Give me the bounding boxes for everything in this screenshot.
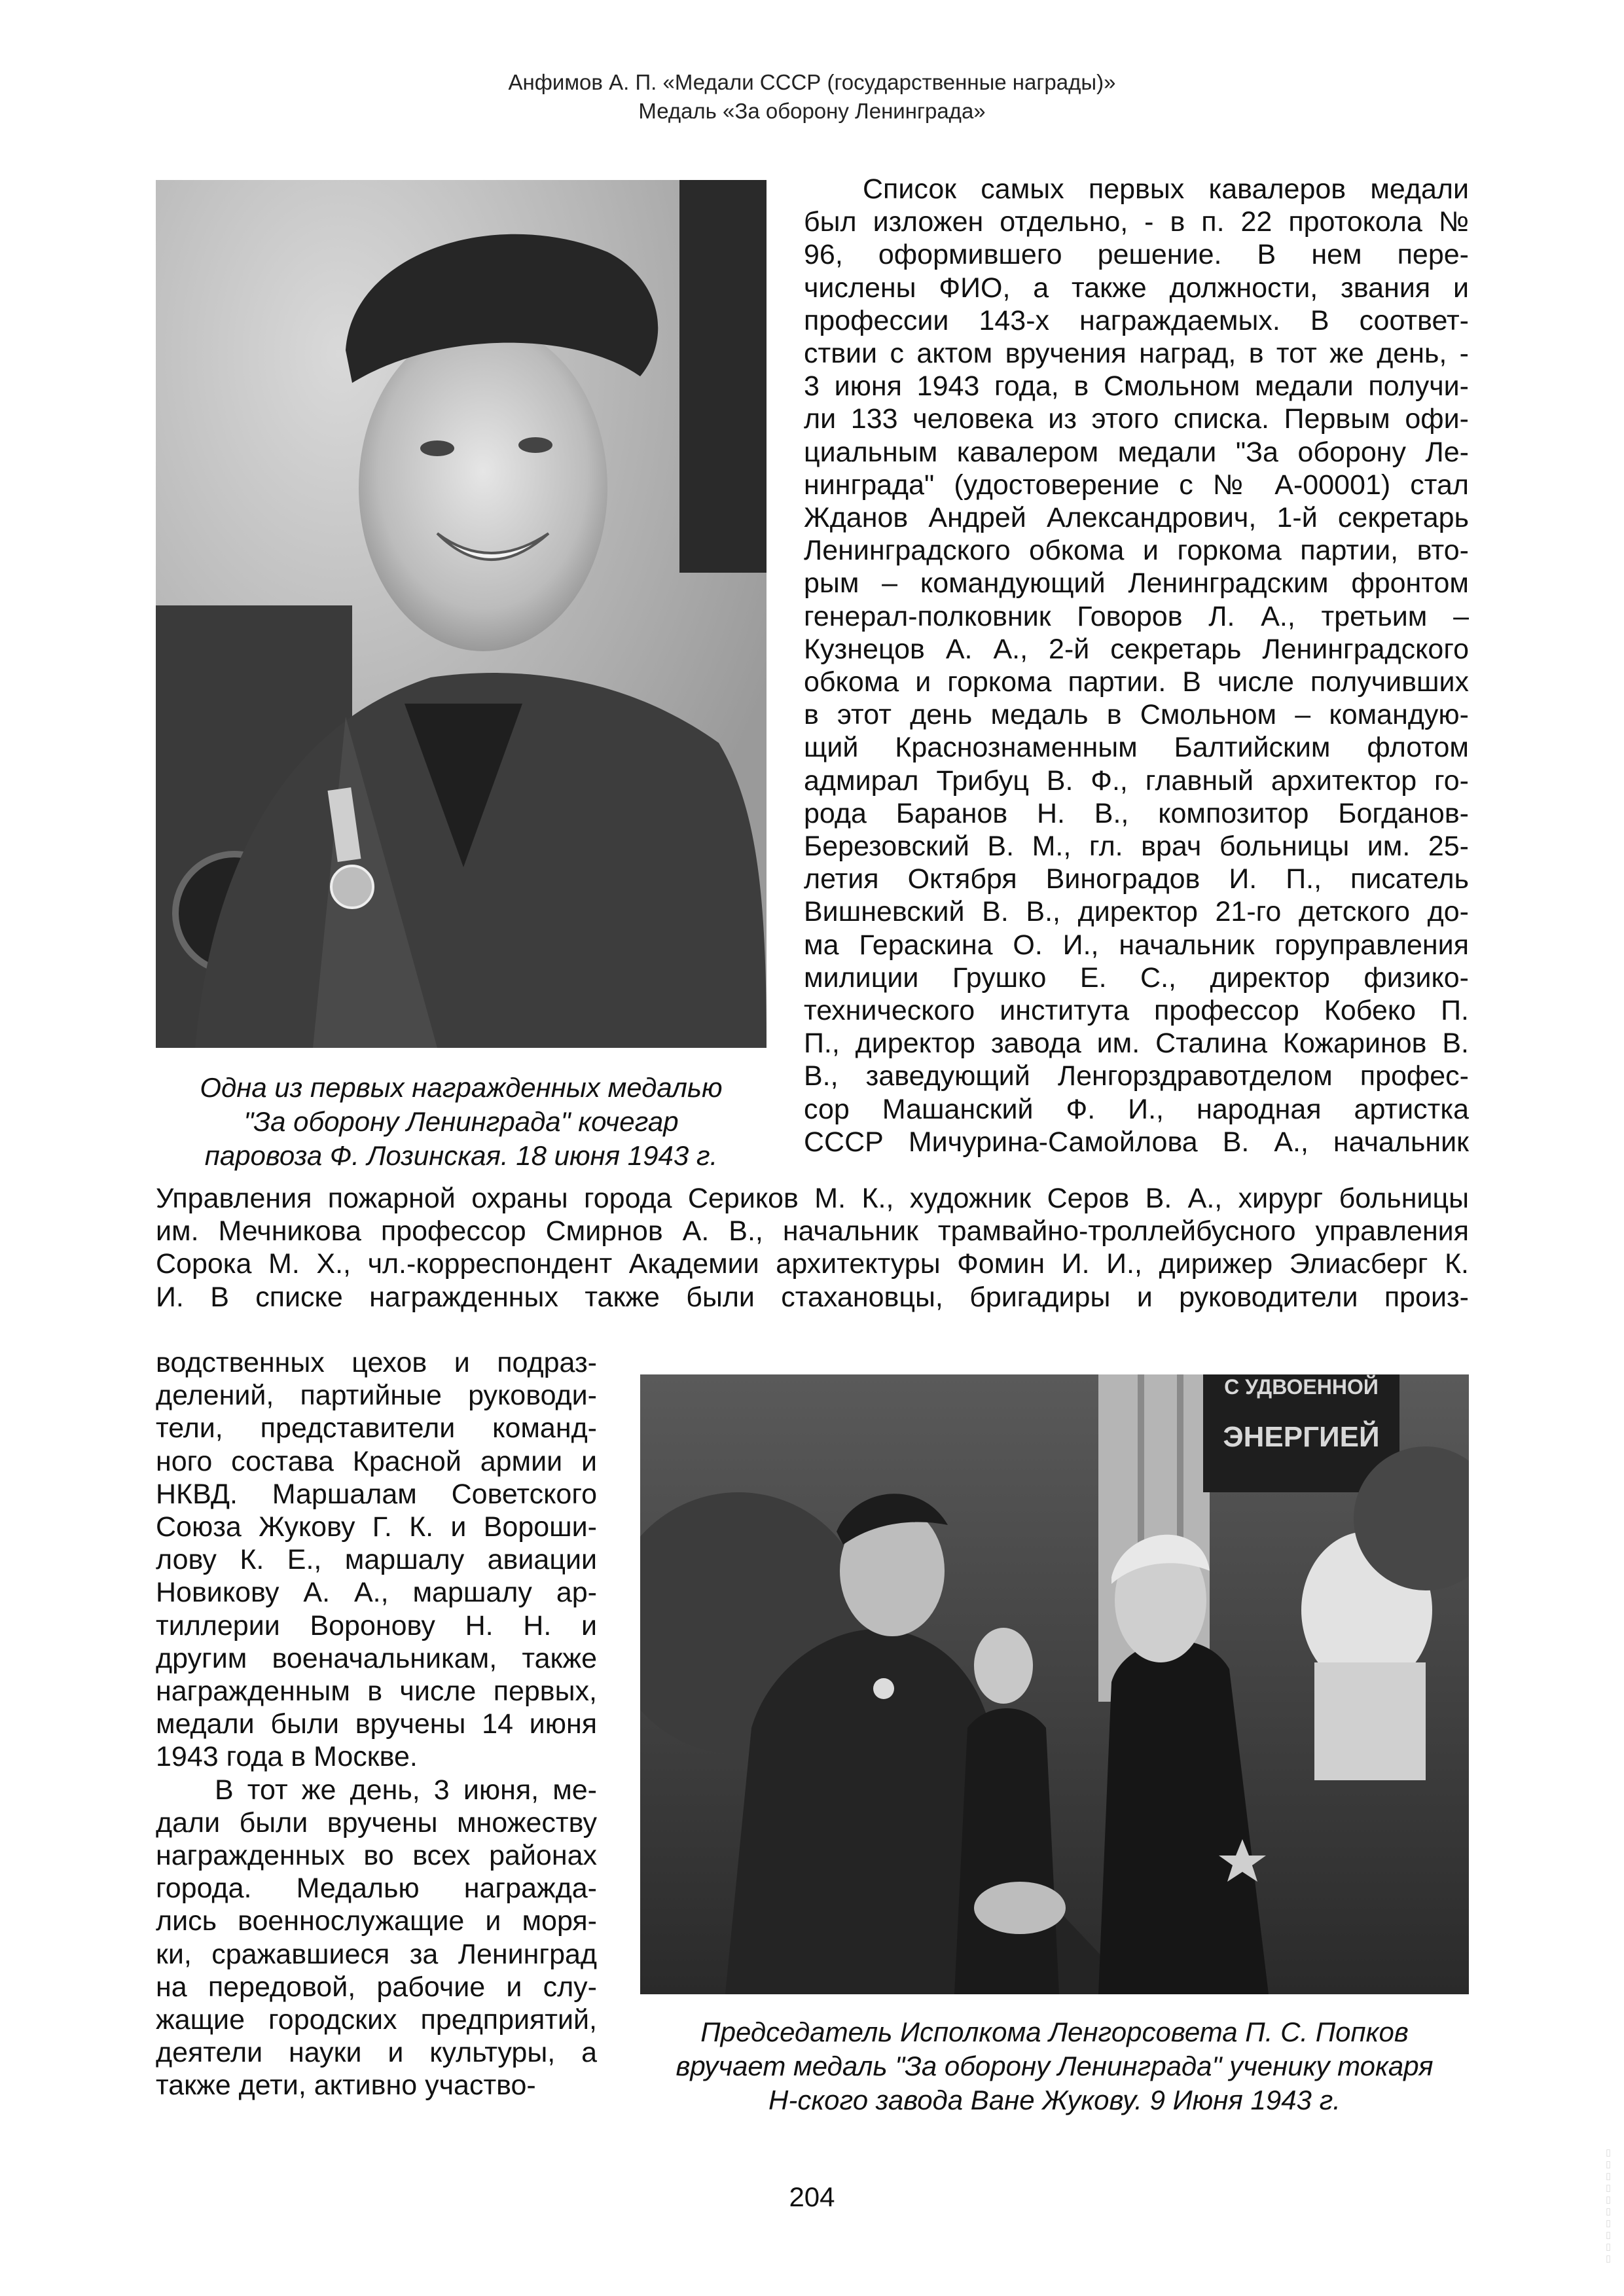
- text-line: тели, представители команд-: [156, 1412, 597, 1444]
- text-line: 1943 года в Москве.: [156, 1741, 418, 1773]
- text-line: летия Октября Виноградов И. П., писатель: [804, 863, 1469, 895]
- caption-line: вручает медаль "За оборону Ленинграда" ученику токаря: [676, 2051, 1434, 2081]
- text-line: Сорока М. Х., чл.-корреспондент Академии архитектуры Фомин И. И., дирижер Элиасберг К.: [156, 1248, 1469, 1280]
- ceremony-photo: [640, 1374, 1469, 1994]
- text-line: был изложен отдельно, - в п. 22 протокола №: [804, 206, 1469, 238]
- text-line: числены ФИО, а также должности, звания и: [804, 272, 1469, 304]
- text-line: Вишневский В. В., директор 21-го детского до-: [804, 896, 1469, 928]
- text-line: жащие городских предприятий,: [156, 2004, 597, 2036]
- banner-text: ЭНЕРГИЕЙ: [1223, 1421, 1380, 1453]
- text-line: ки, сражавшиеся за Ленинград: [156, 1938, 597, 1970]
- text-line: профессии 143-х награждаемых. В соответ-: [804, 304, 1469, 336]
- text-line: милиции Грушко Е. С., директор физико-: [804, 961, 1469, 994]
- portrait-photo: [156, 180, 767, 1048]
- text-line: сор Машанский Ф. И., народная артистка: [804, 1093, 1469, 1125]
- text-line: 3 июня 1943 года, в Смольном медали получи-: [804, 370, 1469, 403]
- running-header-title: Анфимов А. П. «Медали СССР (государственные награды)»: [508, 70, 1116, 94]
- portrait-caption: [156, 1071, 767, 1173]
- running-header-subtitle: Медаль «За оборону Ленинграда»: [638, 99, 986, 123]
- body-text-right-column: [804, 173, 1469, 1158]
- text-line: ли 133 человека из этого списка. Первым офи-: [804, 403, 1469, 435]
- text-line: В тот же день, 3 июня, ме-: [215, 1774, 597, 1806]
- caption-line: Одна из первых награжденных медалью: [200, 1072, 723, 1103]
- text-line: Жданов Андрей Александрович, 1-й секретарь: [804, 502, 1469, 534]
- text-line: И. В списке награжденных также были стахановцы, бригадиры и руководители произ-: [156, 1281, 1469, 1313]
- text-line: водственных цехов и подраз-: [156, 1347, 597, 1378]
- text-line: Список самых первых кавалеров медали: [863, 173, 1469, 205]
- text-line: награжденных во всех районах: [156, 1840, 597, 1872]
- text-line: циальным кавалером медали "За оборону Ле-: [804, 436, 1469, 468]
- text-line: Союза Жукову Г. К. и Вороши-: [156, 1511, 597, 1543]
- text-line: дали были вручены множеству: [156, 1806, 597, 1839]
- text-line: Управления пожарной охраны города Сериков М. К., художник Серов В. А., хирург больницы: [156, 1183, 1469, 1214]
- text-line: деятели науки и культуры, а: [156, 2037, 597, 2069]
- text-line: щий Краснознаменным Балтийским флотом: [804, 732, 1469, 764]
- text-line: генерал-полковник Говоров Л. А., третьим –: [804, 600, 1469, 632]
- text-line: В., заведующий Ленгорздравотделом профес-: [804, 1060, 1469, 1092]
- text-line: медали были вручены 14 июня: [156, 1708, 597, 1740]
- text-line: ствии с актом вручения наград, в тот же день, -: [804, 338, 1469, 370]
- text-line: им. Мечникова профессор Смирнов А. В., начальник трамвайно-троллейбусного управления: [156, 1215, 1469, 1247]
- text-line: лись военнослужащие и моря-: [156, 1905, 597, 1937]
- text-line: СССР Мичурина-Самойлова В. А., начальник: [804, 1126, 1469, 1158]
- text-line: 96, оформившего решение. В нем пере-: [804, 239, 1469, 271]
- text-line: ного состава Красной армии и: [156, 1445, 597, 1477]
- body-text-full-width: [156, 1182, 1469, 1314]
- caption-line: Н-ского завода Ване Жукову. 9 Июня 1943 г.: [768, 2085, 1341, 2115]
- text-line: Новикову А. А., маршалу ар-: [156, 1577, 597, 1609]
- text-line: другим военачальникам, также: [156, 1642, 597, 1674]
- text-line: делений, партийные руководи-: [156, 1380, 597, 1412]
- text-line: также дети, активно участво-: [156, 2070, 536, 2102]
- text-line: тиллерии Воронову Н. Н. и: [156, 1609, 597, 1641]
- page-number: 204: [789, 2181, 835, 2212]
- text-line: ма Гераскина О. И., начальник горуправления: [804, 929, 1469, 961]
- text-line: лову К. Е., маршалу авиации: [156, 1544, 597, 1576]
- text-line: адмирал Трибуц В. Ф., главный архитектор го-: [804, 764, 1469, 797]
- caption-line: паровоза Ф. Лозинская. 18 июня 1943 г.: [204, 1140, 718, 1171]
- body-text-left-column: [156, 1346, 597, 2102]
- banner-text: С УДВОЕННОЙ: [1224, 1375, 1379, 1399]
- caption-line: Председатель Исполкома Ленгорсовета П. С. Попков: [700, 2017, 1409, 2047]
- text-line: Березовский В. М., гл. врач больницы им. 25-: [804, 831, 1469, 863]
- text-line: технического института профессор Кобеко П.: [804, 995, 1469, 1027]
- text-line: рода Баранов Н. В., композитор Богданов-: [804, 797, 1469, 829]
- ceremony-caption: [640, 2015, 1469, 2117]
- text-line: обкома и горкома партии. В числе получивших: [804, 666, 1469, 698]
- text-line: Кузнецов А. А., 2-й секретарь Ленинградского: [804, 633, 1469, 665]
- text-line: города. Медалью награжда-: [156, 1873, 597, 1905]
- text-line: в этот день медаль в Смольном – командую-: [804, 699, 1469, 731]
- scan-edge-mark: ▯▯▯▯▯▯▯▯▯▯: [1602, 2147, 1613, 2265]
- text-line: НКВД. Маршалам Советского: [156, 1478, 597, 1510]
- text-line: награжденным в числе первых,: [156, 1676, 597, 1708]
- text-line: П., директор завода им. Сталина Кожаринов В.: [804, 1028, 1469, 1060]
- text-line: на передовой, рабочие и слу-: [156, 1971, 597, 2003]
- text-line: рым – командующий Ленинградским фронтом: [804, 567, 1469, 600]
- text-line: нинграда" (удостоверение с № А-00001) стал: [804, 469, 1469, 501]
- text-line: Ленинградского обкома и горкома партии, вто-: [804, 535, 1469, 567]
- caption-line: "За оборону Ленинграда" кочегар: [244, 1106, 679, 1137]
